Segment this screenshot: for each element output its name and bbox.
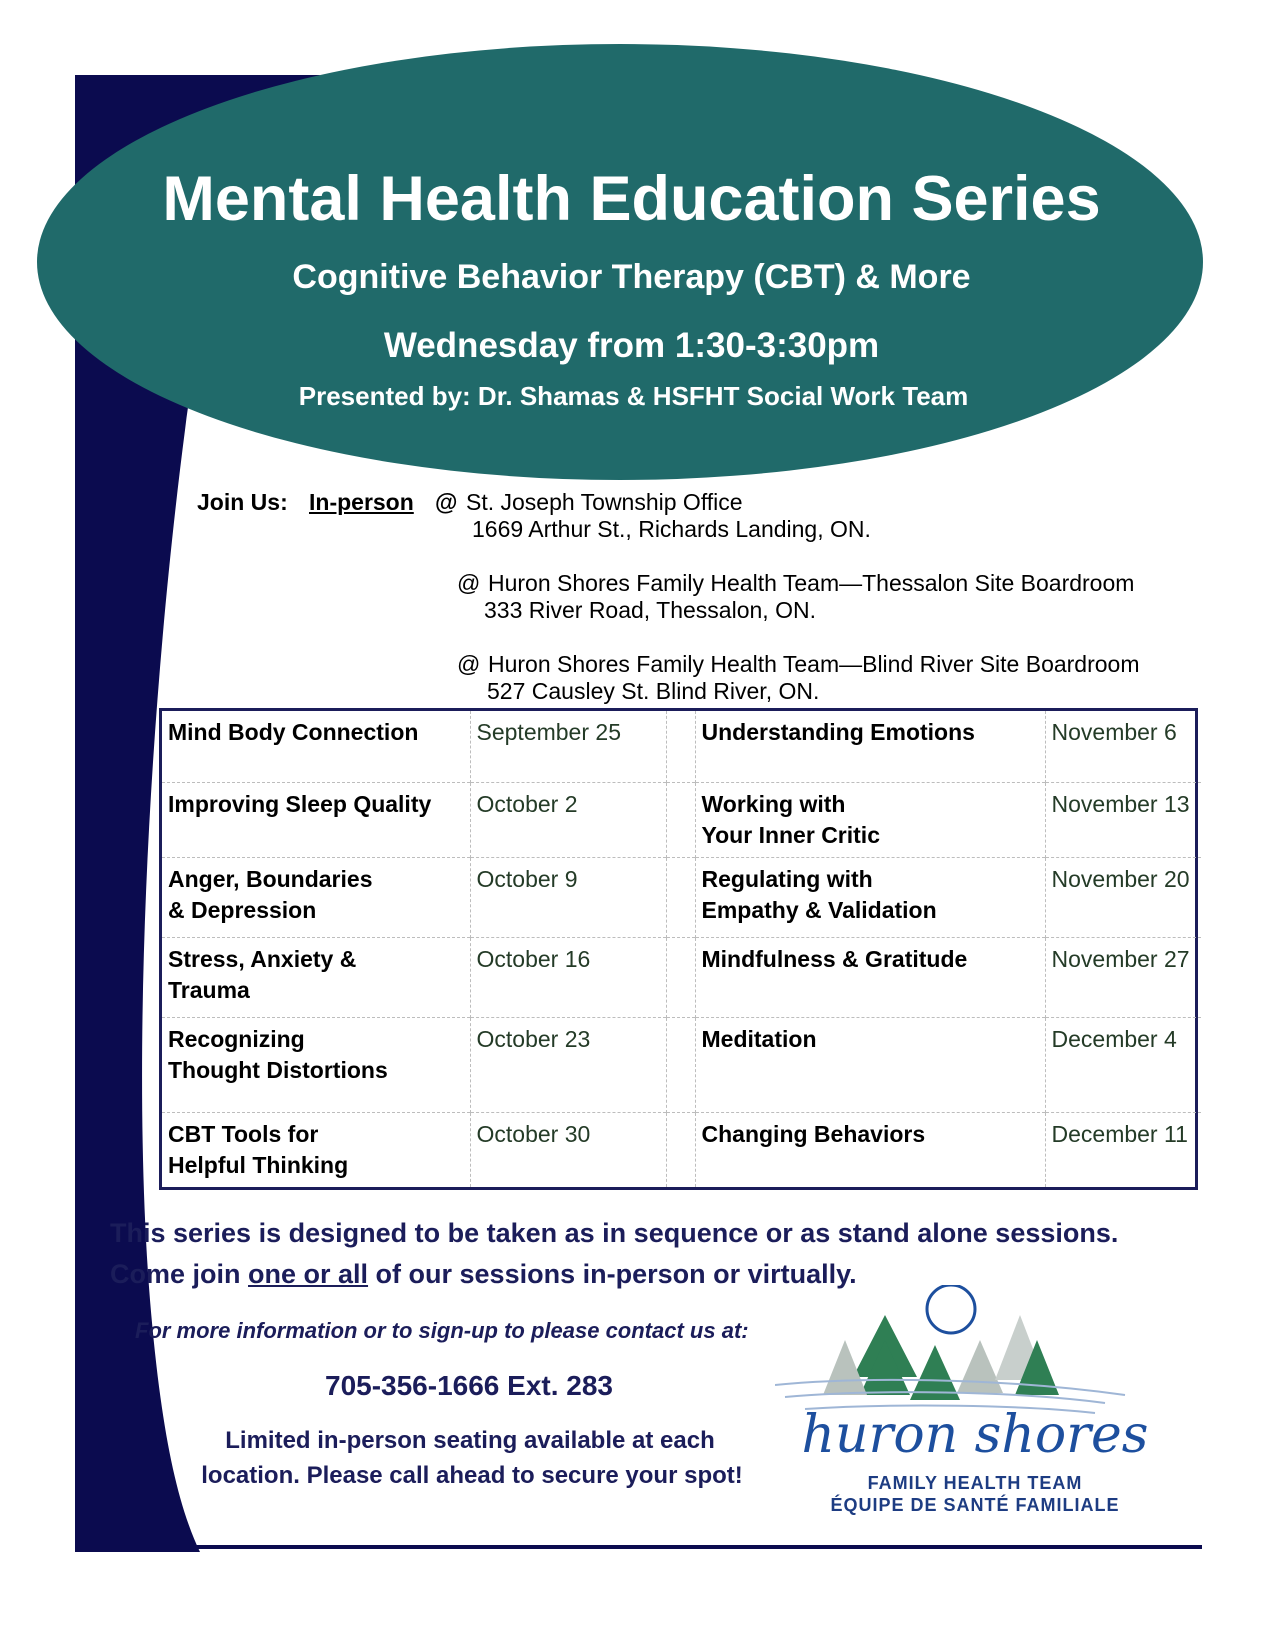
logo-wordmark: huron shores: [801, 1405, 1149, 1465]
session-topic: [162, 782, 470, 857]
session-topic-line: Empathy & Validation: [701, 896, 937, 923]
session-topic-line: Your Inner Critic: [701, 821, 880, 848]
schedule-row: [162, 782, 1201, 857]
contact-intro: For more information or to sign-up to please contact us at:: [135, 1318, 749, 1343]
session-date: September 25: [470, 711, 666, 782]
at-symbol: @: [457, 651, 481, 677]
logo-tagline-fr: ÉQUIPE DE SANTÉ FAMILIALE: [830, 1495, 1120, 1515]
session-topic: [695, 857, 1045, 937]
schedule-row: [162, 1113, 1201, 1187]
join-note: [110, 1259, 857, 1290]
session-topic: [695, 1113, 1045, 1187]
column-gap: [666, 1113, 695, 1187]
session-topic-line: Mind Body Connection: [168, 719, 419, 745]
join-mode: In-person: [309, 489, 414, 515]
series-note: This series is designed to be taken as in sequence or as stand alone sessions.: [110, 1218, 1119, 1248]
session-topic: [162, 857, 470, 937]
session-date: October 9: [470, 857, 666, 937]
session-topic-line: Regulating with: [701, 865, 873, 892]
session-date: November 6: [1045, 711, 1201, 782]
session-time: Wednesday from 1:30-3:30pm: [383, 326, 880, 365]
join-note-pre: Come join: [110, 1259, 249, 1289]
session-topic-line: Meditation: [701, 1025, 817, 1052]
session-topic-line: Anger, Boundaries: [168, 865, 373, 892]
session-topic-line: Helpful Thinking: [168, 1152, 349, 1179]
location-3-name: Huron Shores Family Health Team—Blind River Site Boardroom: [488, 651, 1140, 677]
session-topic: [162, 938, 470, 1017]
session-topic-line: Stress, Anxiety &: [168, 946, 357, 973]
huron-shores-logo: [775, 1285, 1175, 1535]
page-title: Mental Health Education Series: [162, 164, 1101, 234]
sun-icon: [927, 1285, 975, 1333]
session-topic: [695, 782, 1045, 857]
session-date: December 4: [1045, 1017, 1201, 1113]
location-3-address: 527 Causley St. Blind River, ON.: [487, 678, 820, 704]
schedule-row: [162, 857, 1201, 937]
session-topic-line: Thought Distortions: [168, 1056, 388, 1083]
seating-note-line2: location. Please call ahead to secure your spot!: [201, 1462, 743, 1489]
location-2-address: 333 River Road, Thessalon, ON.: [484, 597, 816, 623]
at-symbol: @: [435, 489, 458, 515]
session-topic-line: Recognizing: [168, 1025, 305, 1052]
session-topic: [695, 711, 1045, 782]
session-topic-line: CBT Tools for: [168, 1121, 319, 1148]
session-topic-line: Mindfulness & Gratitude: [701, 946, 968, 973]
page-subtitle: Cognitive Behavior Therapy (CBT) & More: [292, 258, 971, 296]
session-date: October 2: [470, 782, 666, 857]
session-date: November 20: [1045, 857, 1201, 937]
column-gap: [666, 711, 695, 782]
session-topic-line: Understanding Emotions: [701, 719, 975, 745]
phone-number: 705-356-1666 Ext. 283: [325, 1370, 613, 1401]
session-topic-line: & Depression: [168, 896, 317, 923]
join-note-emphasis: one or all: [248, 1259, 369, 1289]
session-topic-line: Changing Behaviors: [701, 1121, 926, 1148]
schedule-row: [162, 938, 1201, 1017]
tree-icons: [823, 1315, 1059, 1400]
session-date: December 11: [1045, 1113, 1201, 1187]
column-gap: [666, 857, 695, 937]
join-label: Join Us:: [197, 489, 288, 515]
session-topic: [695, 938, 1045, 1017]
presenter-line: Presented by: Dr. Shamas & HSFHT Social Work Team: [298, 381, 969, 411]
schedule-table: [159, 708, 1198, 1190]
column-gap: [666, 938, 695, 1017]
location-1-address: 1669 Arthur St., Richards Landing, ON.: [472, 516, 871, 542]
session-date: October 23: [470, 1017, 666, 1113]
at-symbol: @: [457, 570, 481, 596]
session-topic: [162, 1017, 470, 1113]
session-date: October 30: [470, 1113, 666, 1187]
location-1-name: St. Joseph Township Office: [466, 489, 743, 515]
session-date: November 27: [1045, 938, 1201, 1017]
session-topic-line: Trauma: [168, 977, 250, 1004]
schedule-row: [162, 711, 1201, 782]
logo-tagline-en: FAMILY HEALTH TEAM: [867, 1473, 1083, 1493]
column-gap: [666, 782, 695, 857]
join-note-post: of our sessions in-person or virtually.: [368, 1259, 857, 1289]
schedule-row: [162, 1017, 1201, 1113]
session-topic: [695, 1017, 1045, 1113]
location-2-name: Huron Shores Family Health Team—Thessalon Site Boardroom: [488, 570, 1135, 596]
column-gap: [666, 1017, 695, 1113]
session-date: October 16: [470, 938, 666, 1017]
seating-note-line1: Limited in-person seating available at each: [225, 1427, 715, 1454]
session-topic: [162, 711, 470, 782]
session-topic-line: Working with: [701, 790, 846, 817]
session-date: November 13: [1045, 782, 1201, 857]
session-topic-line: Improving Sleep Quality: [168, 790, 432, 817]
session-topic: [162, 1113, 470, 1187]
